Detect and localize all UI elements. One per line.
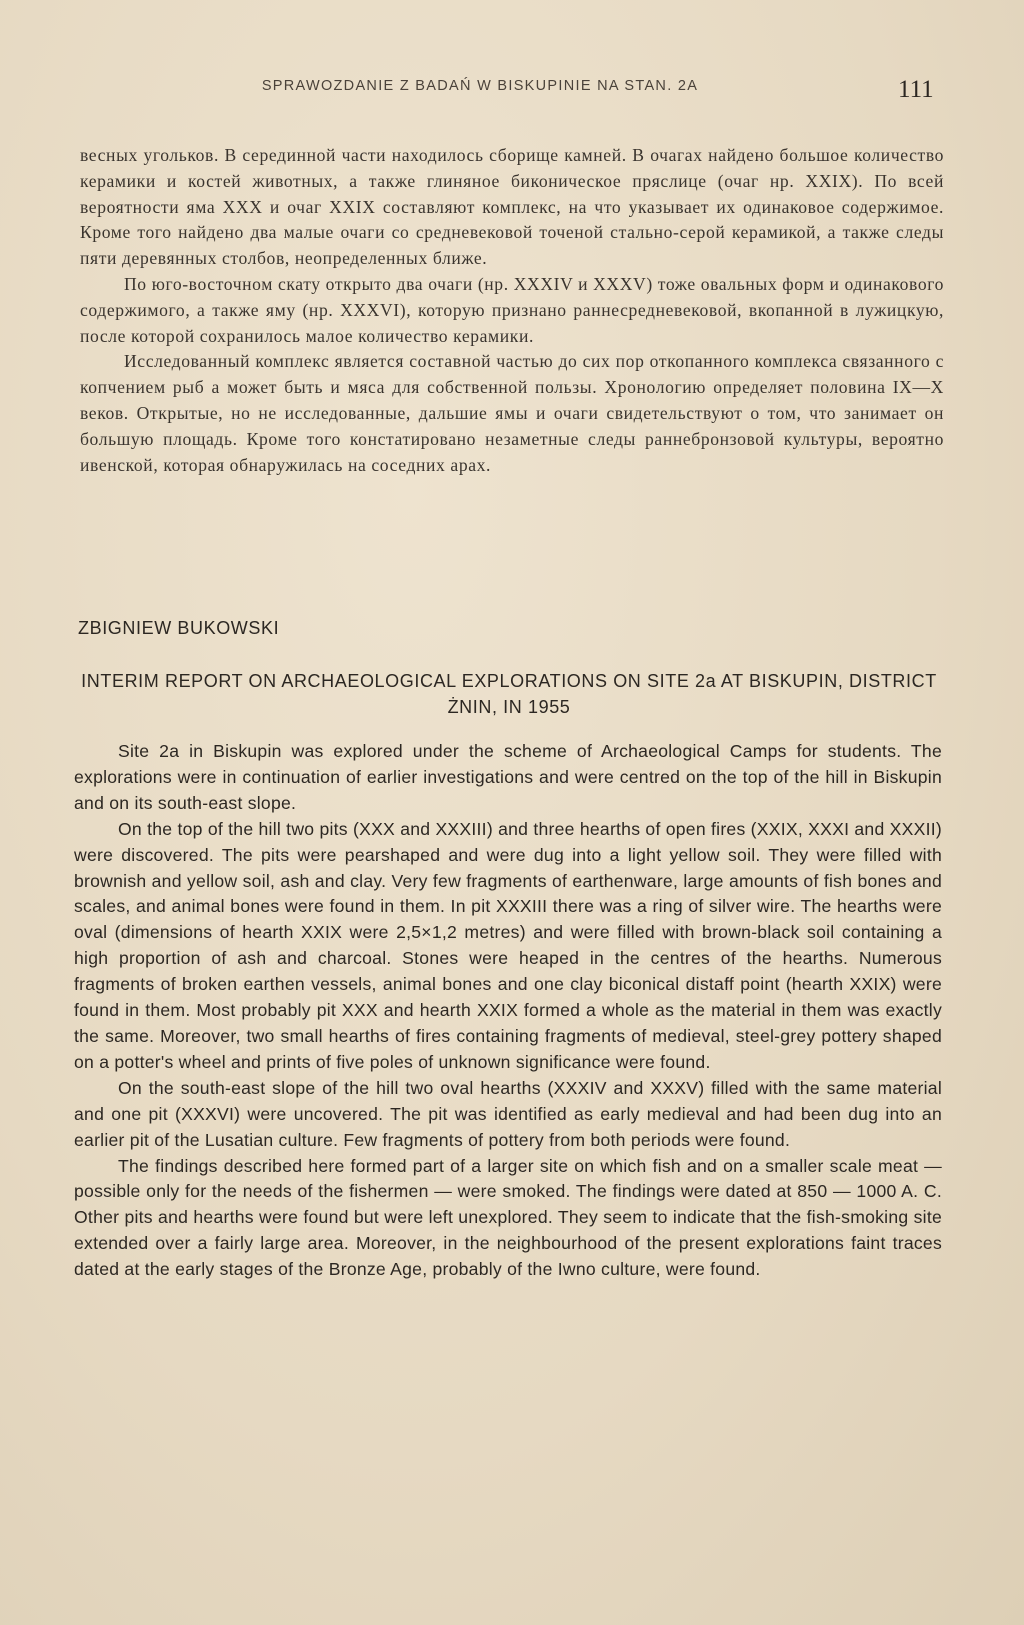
- author-name: ZBIGNIEW BUKOWSKI: [78, 618, 280, 638]
- article-body: [74, 739, 942, 1283]
- page-number: 111: [898, 76, 934, 103]
- russian-summary: [80, 143, 944, 478]
- russian-paragraph: Исследованный комплекс является составной частью до сих пор откопанного комплекса связанного с копчением рыб а может быть и мяса для собственной пользы. Хронологию определяет половина IX—X веков. Открытые, но не исследованные, дальшие ямы и очаги свидетельствуют о том, что занимает он большую площадь. Кроме того констатировано незаметные следы раннебронзовой культуры, вероятно ивенской, которая обнаружилась на соседних арах.: [80, 351, 944, 475]
- body-paragraph: On the south-east slope of the hill two oval hearths (XXXIV and XXXV) filled with the same material and one pit (XXXVI) were uncovered. The pit was identified as early medieval and had been dug into an earlier pit of the Lusatian culture. Few fragments of pottery from both periods were found.: [74, 1077, 942, 1150]
- report-title: INTERIM REPORT ON ARCHAEOLOGICAL EXPLORATIONS ON SITE 2a AT BISKUPIN, DISTRICT ŻNIN, IN 1955: [81, 671, 937, 717]
- russian-paragraph: По юго-восточном скату открыто два очаги (нр. XXXIV и XXXV) тоже овальных форм и одинакового содержимого, а также яму (нр. XXXVI), которую признано раннесредневековой, вкопанной в лужицкую, после которой сохранилось малое количество керамики.: [80, 273, 944, 346]
- body-paragraph: Site 2a in Biskupin was explored under the scheme of Archaeological Camps for students. The explorations were in continuation of earlier investigations and were centred on the top of the hill in Biskupin and on its south-east slope.: [74, 741, 942, 813]
- running-head: SPRAWOZDANIE Z BADAŃ W BISKUPINIE NA STAN. 2A: [261, 78, 699, 94]
- body-paragraph: On the top of the hill two pits (XXX and XXXIII) and three hearths of open fires (XXIX, XXXI and XXXII) were discovered. The pits were pearshaped and were dug into a light yellow soil. They were filled with brownish and yellow soil, ash and clay. Very few fragments of earthenware, large amounts of fish bones and scales, and animal bones were found in them. In pit XXXIII there was a ring of silver wire. The hearths were oval (dimensions of hearth XXIX were 2,5×1,2 metres) and were filled with brown-black soil containing a high proportion of ash and charcoal. Stones were heaped in the centres of the hearths. Numerous fragments of broken earthen vessels, animal bones and one clay biconical distaff point (hearth XXIX) were found in them. Most probably pit XXX and hearth XXIX formed a whole as the material in them was exactly the same. Moreover, two small hearths of fires containing fragments of medieval, steel-grey pottery shaped on a potter's wheel and prints of five poles of unknown significance were found.: [74, 818, 942, 1072]
- russian-paragraph: весных угольков. В серединной части находилось сборище камней. В очагах найдено большое количество керамики и костей животных, а также глиняное биконическое пряслице (очаг нр. XXIX). По всей вероятности яма XXX и очаг XXIX составляют комплекс, на что указывает их одинаковое содержимое. Кроме того найдено два малые очаги со средневековой точеной стально-серой керамикой, а также следы пяти деревянных столбов, неопределенных ближе.: [80, 145, 944, 269]
- body-paragraph: The findings described here formed part of a larger site on which fish and on a smaller scale meat — possible only for the needs of the fishermen — were smoked. The findings were dated at 850 — 1000 A. C. Other pits and hearths were found but were left unexplored. They seem to indicate that the fish-smoking site extended over a fairly large area. Moreover, in the neighbourhood of the present explorations faint traces dated at the early stages of the Bronze Age, probably of the Iwno culture, were found.: [74, 1155, 942, 1280]
